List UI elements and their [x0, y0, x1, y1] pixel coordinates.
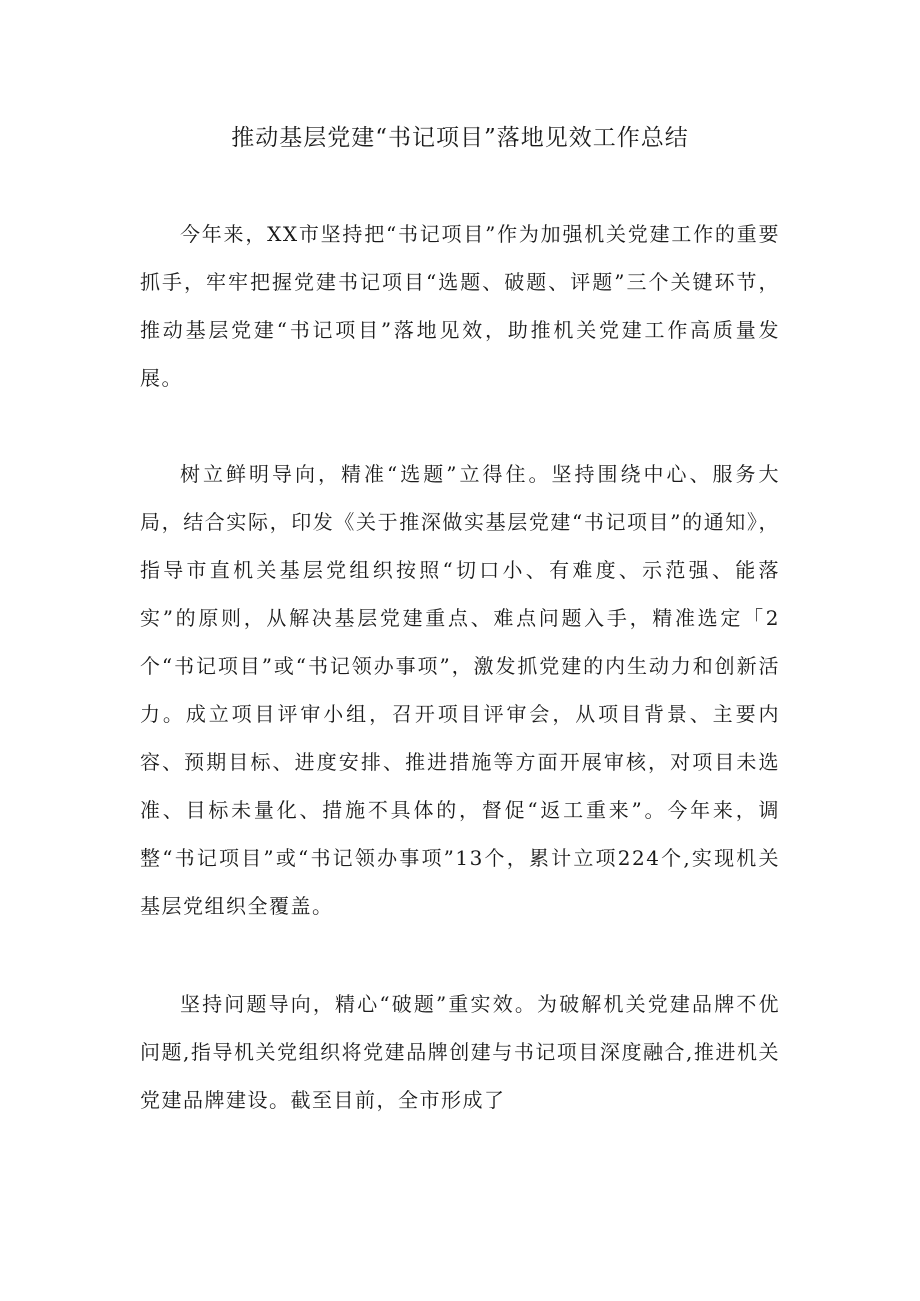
document-title: 推动基层党建“书记项目”落地见效工作总结	[231, 125, 689, 151]
paragraph-topic-selection: 树立鲜明导向，精准“选题”立得住。坚持围绕中心、服务大局，结合实际，印发《关于推深做实基层党建“书记项目”的通知》，指导市直机关基层党组织按照“切口小、有难度、示范强、能落实”的原则，从解决基层党建重点、难点问题入手，精准选定「2个“书记项目”或“书记领办事项”，激发抓党建的内生动力和创新活力。成立项目评审小组，召开项目评审会，从项目背景、主要内容、预期目标、进度安排、推进措施等方面开展审核，对项目未选准、目标未量化、措施不具体的，督促“返工重来”。今年来，调整“书记项目”或“书记领办事项”13个，累计立项224个,实现机关基层党组织全覆盖。	[140, 462, 780, 918]
paragraph-intro: 今年来，XX市坚持把“书记项目”作为加强机关党建工作的重要抓手，牢牢把握党建书记项目“选题、破题、评题”三个关键环节，推动基层党建“书记项目”落地见效，助推机关党建工作高质量发展。	[140, 222, 780, 390]
paragraph-problem-solving: 坚持问题导向，精心“破题”重实效。为破解机关党建品牌不优问题,指导机关党组织将党建品牌创建与书记项目深度融合,推进机关党建品牌建设。截至目前，全市形成了	[140, 992, 780, 1112]
